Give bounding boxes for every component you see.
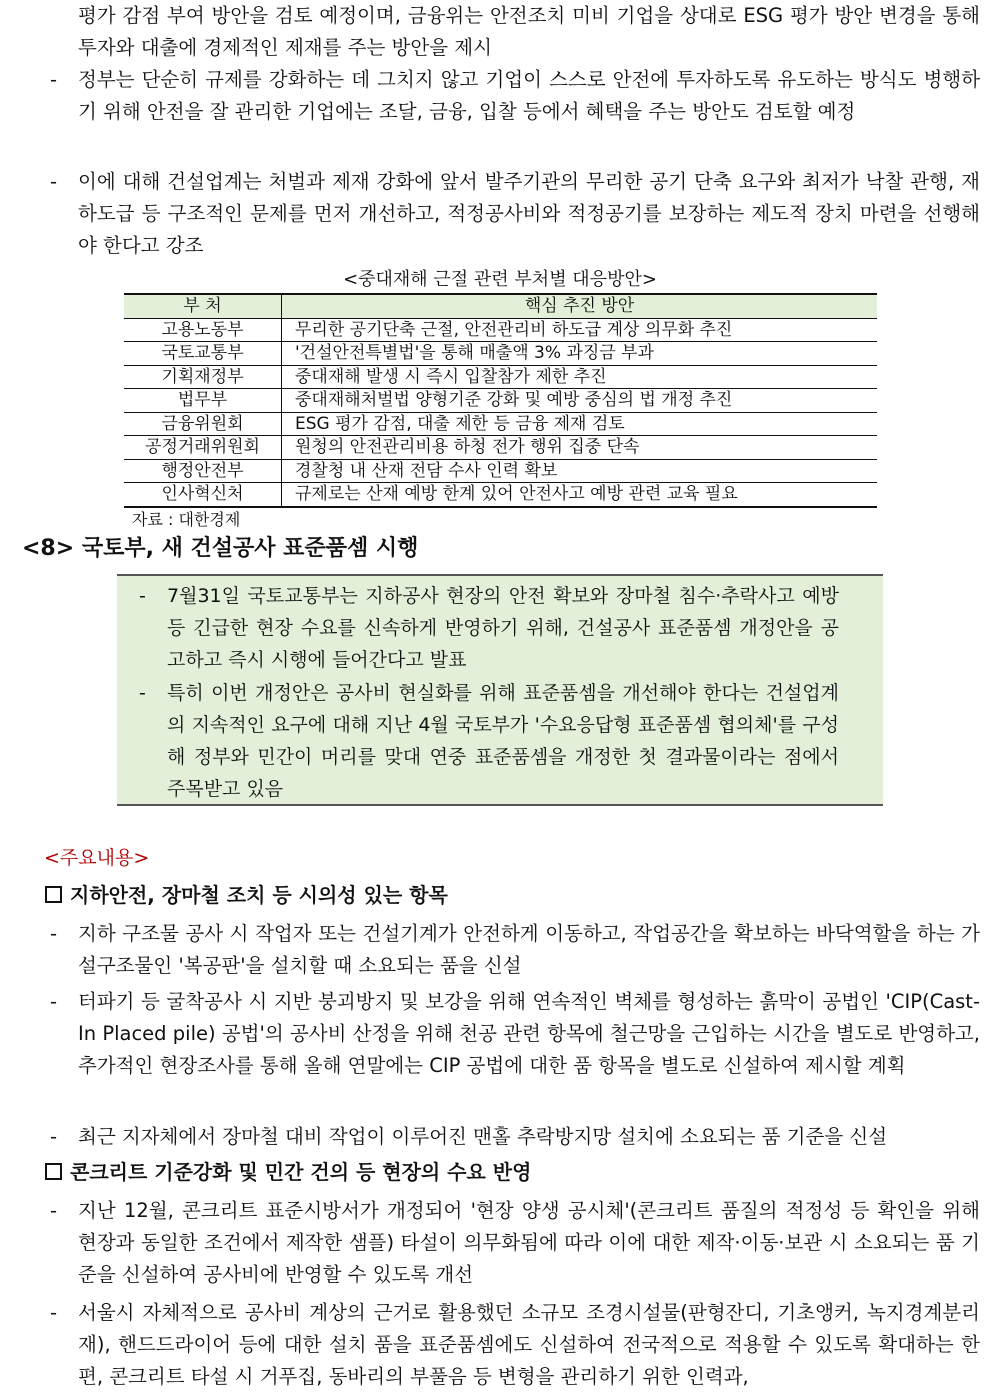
paragraph-industry-response: - 이에 대해 건설업계는 처벌과 제재 강화에 앞서 발주기관의 무리한 공기 단축 요구와 최저가 낙찰 관행, 재하도급 등 구조적인 문제를 먼저 개선하고, 적정공사비와 적정공기를 보장하는 제도적 장치 마련을 선행해야 한다고 강조: [50, 170, 980, 257]
table-row: [124, 436, 877, 460]
table-row: [124, 365, 877, 389]
table-row: [124, 412, 877, 436]
plan-cell: ESG 평가 감점, 대출 제한 등 금융 제재 검토: [282, 412, 878, 436]
checkbox-square-icon: [45, 886, 62, 903]
list-item: - 최근 지자체에서 장마철 대비 작업이 이루어진 맨홀 추락방지망 설치에 소요되는 품 기준을 신설: [50, 1125, 888, 1148]
section-title: <8> 국토부, 새 건설공사 표준품셈 시행: [22, 536, 419, 561]
plan-cell: 경찰청 내 산재 전담 수사 인력 확보: [282, 459, 878, 483]
agency-cell: 금융위원회: [124, 412, 282, 436]
table-row: [124, 483, 877, 507]
paragraph-government-incentive: - 정부는 단순히 규제를 강화하는 데 그치지 않고 기업이 스스로 안전에 투자하도록 유도하는 방식도 병행하기 위해 안전을 잘 관리한 기업에는 조달, 금융, 입찰 등에서 혜택을 주는 방안도 검토할 예정: [50, 68, 980, 123]
list-item: - 지하 구조물 공사 시 작업자 또는 건설기계가 안전하게 이동하고, 작업공간을 확보하는 바닥역할을 하는 가설구조물인 '복공판'을 설치할 때 소요되는 품을 신설: [50, 922, 980, 977]
checkbox-square-icon: [45, 1163, 62, 1180]
table-source: 자료 : 대한경제: [132, 510, 241, 529]
paragraph-continued: 평가 감점 부여 방안을 검토 예정이며, 금융위는 안전조치 미비 기업을 상대로 ESG 평가 방안 변경을 통해 투자와 대출에 경제적인 제재를 주는 방안을 제시: [78, 4, 980, 59]
sub-heading-underground-safety: 지하안전, 장마철 조치 등 시의성 있는 항목: [45, 880, 448, 910]
agency-cell: 고용노동부: [124, 318, 282, 342]
table-header-row: [124, 294, 877, 318]
sub-heading-concrete-standards: 콘크리트 기준강화 및 민간 건의 등 현장의 수요 반영: [45, 1157, 531, 1187]
agency-cell: 공정거래위원회: [124, 436, 282, 460]
plan-cell: 중대재해 발생 시 즉시 입찰참가 제한 추진: [282, 365, 878, 389]
agency-cell: 인사혁신처: [124, 483, 282, 507]
agency-cell: 법무부: [124, 389, 282, 413]
agency-cell: 행정안전부: [124, 459, 282, 483]
summary-item: - 7월31일 국토교통부는 지하공사 현장의 안전 확보와 장마철 침수·추락사고 예방 등 긴급한 현장 수요를 신속하게 반영하기 위해, 건설공사 표준품셈 개정안을 공고하고 즉시 시행에 들어간다고 발표: [139, 585, 839, 671]
table-row: [124, 318, 877, 342]
agency-measures-table: [124, 293, 877, 508]
plan-cell: 규제로는 산재 예방 한계 있어 안전사고 예방 관련 교육 필요: [282, 483, 878, 507]
summary-item: - 특히 이번 개정안은 공사비 현실화를 위해 표준품셈을 개선해야 한다는 건설업계의 지속적인 요구에 대해 지난 4월 국토부가 '수요응답형 표준품셈 협의체'를 구성해 정부와 민간이 머리를 맞대 연중 표준품셈을 개정한 첫 결과물이라는 점에서 주목받고 있음: [139, 682, 839, 800]
list-item: - 터파기 등 굴착공사 시 지반 붕괴방지 및 보강을 위해 연속적인 벽체를 형성하는 흙막이 공법인 'CIP(Cast-In Placed pile) 공법'의 공사비 산정을 위해 천공 관련 항목에 철근망을 근입하는 시간을 별도로 반영하고, 추가적인 현장조사를 통해 올해 연말에는 CIP 공법에 대한 품 항목을 별도로 신설하여 제시할 계획: [50, 990, 980, 1077]
list-item: - 서울시 자체적으로 공사비 계상의 근거로 활용했던 소규모 조경시설물(판형잔디, 기초앵커, 녹지경계분리재), 핸드드라이어 등에 대한 설치 품을 표준품셈에도 신설하여 전국적으로 적용할 수 있도록 확대하는 한편, 콘크리트 타설 시 거푸집, 동바리의 부풀음 등 변형을 관리하기 위한 인력과,: [50, 1301, 980, 1388]
summary-box: [117, 574, 883, 806]
list-item: - 지난 12월, 콘크리트 표준시방서가 개정되어 '현장 양생 공시체'(콘크리트 품질의 적정성 등 확인을 위해 현장과 동일한 조건에서 제작한 샘플) 타설이 의무화됨에 따라 이에 대한 제작·이동·보관 시 소요되는 품 기준을 신설하여 공사비에 반영할 수 있도록 개선: [50, 1199, 980, 1286]
agency-cell: 국토교통부: [124, 342, 282, 366]
plan-cell: 원청의 안전관리비용 하청 전가 행위 집중 단속: [282, 436, 878, 460]
header-agency: 부 처: [124, 294, 282, 318]
table-row: [124, 389, 877, 413]
table-row: [124, 342, 877, 366]
header-plan: 핵심 추진 방안: [282, 294, 878, 318]
agency-cell: 기획재정부: [124, 365, 282, 389]
table-row: [124, 459, 877, 483]
table-caption: <중대재해 근절 관련 부처별 대응방안>: [343, 269, 657, 290]
main-content-heading: <주요내용>: [44, 847, 150, 869]
plan-cell: '건설안전특별법'을 통해 매출액 3% 과징금 부과: [282, 342, 878, 366]
plan-cell: 무리한 공기단축 근절, 안전관리비 하도급 계상 의무화 추진: [282, 318, 878, 342]
plan-cell: 중대재해처벌법 양형기준 강화 및 예방 중심의 법 개정 추진: [282, 389, 878, 413]
